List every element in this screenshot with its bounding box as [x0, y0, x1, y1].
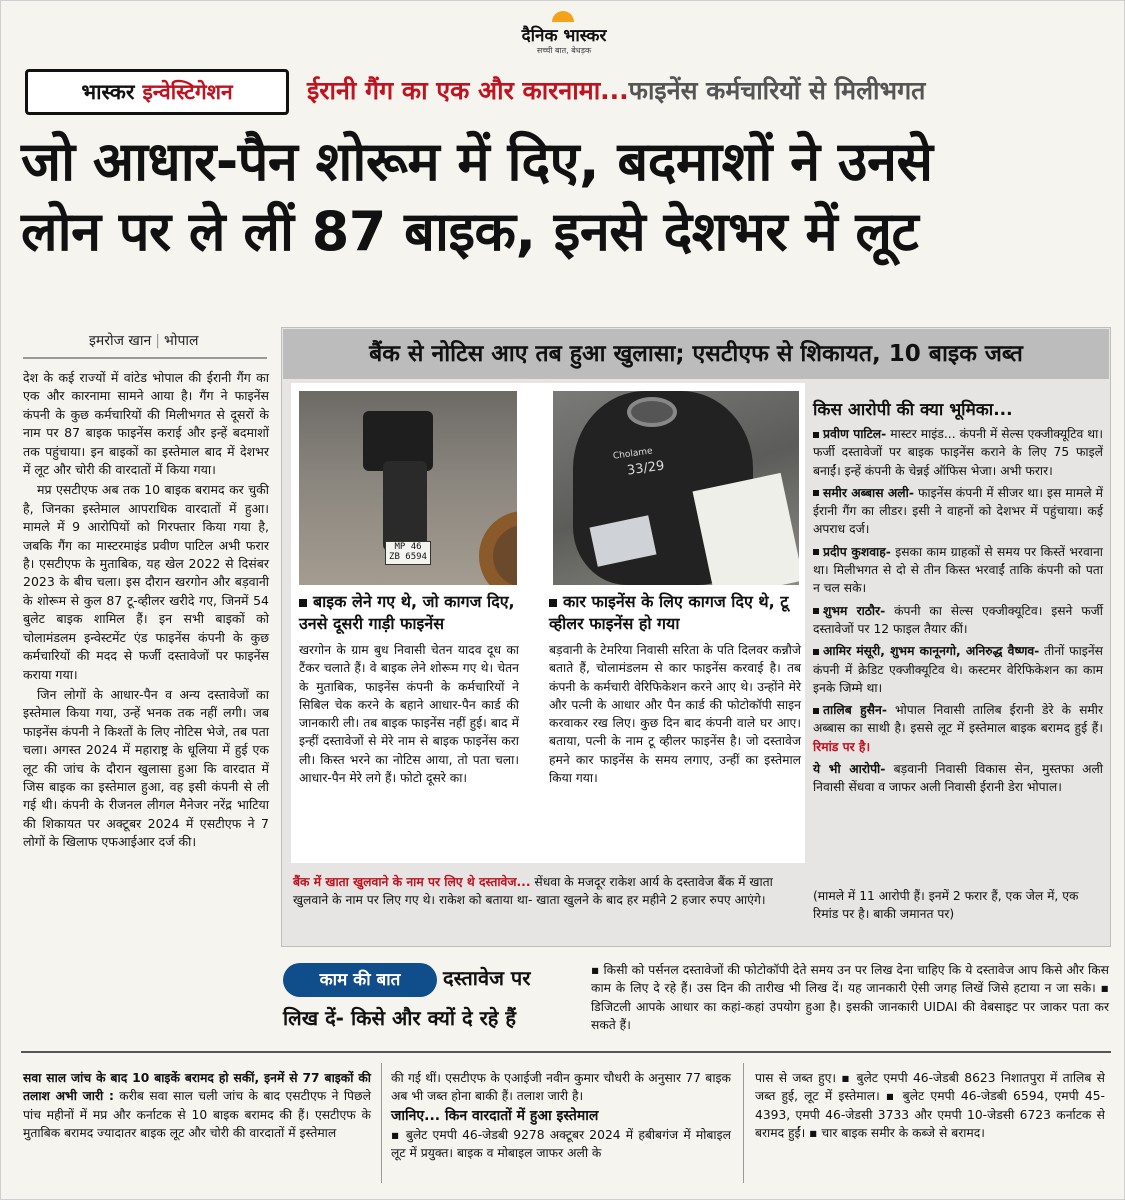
role-item: [813, 602, 1103, 639]
story1-body: खरगोन के ग्राम बुध निवासी चेतन यादव दूध का टैंकर चलाते हैं। वे बाइक लेने शोरूम गए थे। चेतन के मुताबिक, फाइनेंस कंपनी के कर्मचारियों ने सिबिल चेक करने के बहाने आधार-पैन कार्ड की जानकारी ली। तब बाइक फाइनेंस नहीं हुई। बाद में इन्हीं दस्तावेजों से मेरे नाम से बाइक फाइनेंस करा ली। किस्त भरने का नोटिस आया, तो पता चला। आधार-पैन मेरे लगे हैं। फोटो दूसरे का।: [299, 643, 519, 786]
kicker-red: ईरानी गैंग का एक और कारनामा...: [307, 76, 629, 105]
byline-author: इमरोज खान: [89, 333, 152, 349]
kicker-line: [307, 73, 1107, 113]
headline: [21, 127, 1111, 267]
role-item: [813, 760, 1103, 797]
bullet-icon: [813, 490, 819, 496]
byline-place: भोपाल: [164, 333, 199, 349]
role-text: भोपाल निवासी तालिब ईरानी डेरे के समीर अब्बास का साथी है। इससे लूट में इस्तेमाल बाइक बरामद हुई हैं।: [813, 703, 1103, 736]
roles-note: (मामले में 11 आरोपी हैं। इनमें 2 फरार हैं, एक जेल में, एक रिमांड पर है। बाकी जमानत पर): [813, 889, 1079, 922]
kaam-heading-2: लिख दें- किसे और क्यों दे रहे हैं: [283, 1006, 516, 1030]
bottom-column-3: [755, 1069, 1105, 1142]
masthead-logo: [499, 11, 629, 55]
role-item: [813, 425, 1103, 480]
number-plate: [385, 541, 431, 565]
kaam-point-1: किसी को पर्सनल दस्तावेजों की फोटोकॉपी देते समय उन पर लिख देना चाहिए कि ये दस्तावेज आप किसे और किस काम के लिए दे रहे हैं। उस दिन की तारीख भी लिख दें। यह जानकारी ऐसी जगह लिखें जिसे हटाया न जा सके।: [591, 963, 1109, 996]
usage-list-continued: पास से जब्त हुए। ▪ बुलेट एमपी 46-जेडबी 8623 निशातपुरा में तालिब से जब्त हुई, लूट में इस्तेमाल। ▪ बुलेट एमपी 46-जेडबी 6594, एमपी 45-4393, एमपी 46-जेडसी 3733 और एमपी 10-जेडसी 6723 कर्नाटक से बरामद हुईं। ▪ चार बाइक समीर के कब्जे से बरामद।: [755, 1071, 1105, 1140]
bullet-icon: [813, 649, 819, 655]
story1-title: बाइक लेने गए थे, जो कागज दिए, उनसे दूसरी गाड़ी फाइनेंस: [299, 591, 521, 635]
byline: [89, 331, 289, 350]
bottom-column-2: [391, 1069, 731, 1162]
role-name: प्रवीण पाटिल-: [823, 427, 887, 441]
role-item: [813, 543, 1103, 598]
remand-status: रिमांड पर है।: [813, 739, 871, 754]
fuel-cap-shape: [627, 397, 677, 427]
bullet-icon: ▪: [591, 963, 604, 977]
story2-title: कार फाइनेंस के लिए कागज दिए थे, टू व्हीलर फाइनेंस हो गया: [549, 591, 799, 635]
bottom-column-1: [23, 1069, 371, 1142]
left-paragraph-3: जिन लोगों के आधार-पैन व अन्य दस्तावेजों का इस्तेमाल किया गया, उन्हें भनक तक नहीं लगी। जब फाइनेंस कंपनी ने किश्तों के लिए नोटिस भेजे, तब पता चला। अगस्त 2024 में महाराष्ट्र के धूलिया में हुई एक लूट की जांच के दौरान खुलासा हुआ कि वारदात में जिस बाइक का इस्तेमाल हुआ, वह इसी कंपनी से ली गई थी। कंपनी के रीजनल लीगल मैनेजर नरेंद्र भाटिया की शिकायत पर अक्टूबर 2024 में एसटीएफ ने 7 लोगों के खिलाफ एफआईआर दर्ज की।: [23, 686, 269, 850]
kaam-ki-baat-pill: काम की बात: [283, 963, 437, 997]
bike-mudguard-shape: [383, 461, 427, 551]
bullet-icon: [813, 549, 819, 555]
box-heading: बैंक से नोटिस आए तब हुआ खुलासा; एसटीएफ से शिकायत, 10 बाइक जब्त: [369, 341, 1023, 367]
recovery-continued: की गई थीं। एसटीएफ के एआईजी नवीन कुमार चौधरी के अनुसार 77 बाइक अब भी जब्त होना बाकी हैं। तलाश जारी है।: [391, 1071, 731, 1104]
kaam-point-2: डिजिटली आपके आधार का कहां-कहां उपयोग हुआ है। इसकी जानकारी UIDAI की वेबसाइट पर जाकर पता कर सकते हैं।: [591, 999, 1109, 1032]
recovery-title: सवा साल जांच के बाद 10 बाइकें बरामद हो सकीं, इनमें से 77 बाइकों की तलाश अभी जारी :: [23, 1071, 371, 1104]
role-name: समीर अब्बास अली-: [823, 485, 914, 500]
masthead-name: दैनिक भास्कर: [521, 26, 607, 46]
byline-rule: [23, 357, 267, 359]
bank-note-title: बैंक में खाता खुलवाने के नाम पर लिए थे दस्तावेज...: [293, 875, 531, 889]
bullet-icon: ▪: [391, 1127, 406, 1142]
role-item: [813, 484, 1103, 539]
role-item: [813, 642, 1103, 697]
roles-title: किस आरोपी की क्या भूमिका...: [813, 400, 1013, 420]
role-text: फाइनेंस कंपनी में सीजर था। इस मामले में ईरानी गैंग का लीडर। इसी ने वाहनों को देशभर में पहुंचाया। कई अपराध दर्ज।: [813, 485, 1103, 537]
bike-tank-photo: [553, 391, 799, 585]
role-text: तीनों फाइनेंस कंपनी में क्रेडिट एक्जीक्यूटिव थे। कस्टमर वेरिफिकेशन का काम इनके जिम्मे था।: [813, 644, 1103, 695]
badge-part1: भास्कर: [81, 80, 135, 104]
sun-logo-icon: [552, 11, 574, 22]
masthead-tagline: सच्ची बात, बेधड़क: [536, 46, 592, 55]
bullet-icon: ▪: [1100, 981, 1109, 996]
plate-line2: ZB 6594: [389, 552, 427, 562]
bullet-icon: [813, 608, 819, 614]
usage-item-1: बुलेट एमपी 46-जेडबी 9278 अक्टूबर 2024 में हबीबगंज में मोबाइल लूट में प्रयुक्त। बाइक व मोबाइल जाफर अली के: [391, 1127, 731, 1160]
left-paragraph-2: मप्र एसटीएफ अब तक 10 बाइक बरामद कर चुकी है, जिनका इस्तेमाल आपराधिक वारदातों में हुआ। मामले में 9 आरोपियों को गिरफ्तार किया गया है, जबकि गैंग का मास्टरमाइंड प्रवीण पाटिल अभी फरार है। एसटीएफ के मुताबिक, यह खेल 2022 से दिसंबर 2023 के बीच चला। इस दौरान खरगोन और बड़वानी के शोरूम से कुल 87 टू-व्हीलर खरीदे गए, जिनमें 54 बुलेट बाइक शामिल हैं। इन सभी बाइकों को चोलामंडलम इन्वेस्टमेंट एंड फाइनेंस कंपनी के कुछ कर्मचारियों की मदद से फर्जी दस्तावेजों पर फाइनेंस कराया गया।: [23, 482, 269, 682]
tank-drum-shape: [479, 511, 517, 585]
byline-separator: |: [155, 333, 161, 349]
role-name: आमिर मंसूरी, शुभम कानूनगो, अनिरुद्ध वैष्णव-: [823, 644, 1040, 659]
bank-note-body: सेंधवा के मजदूर राकेश आर्य के दस्तावेज बैंक में खाता खुलवाने के नाम पर लिए गए थे। राकेश को बताया था- खाता खुलने के बाद हर महीने 2 हजार रुपए आएंगे।: [293, 875, 773, 908]
usage-title: जानिए... किन वारदातों में हुआ इस्तेमाल: [391, 1107, 599, 1124]
kaam-body: [591, 961, 1109, 1034]
role-item: [813, 701, 1103, 756]
other-accused-text: बड़वानी निवासी विकास सेन, मुस्तफा अली निवासी सेंधवा व जाफर अली निवासी ईरानी डेरा भोपाल।: [813, 762, 1103, 795]
role-name: तालिब हुसैन-: [823, 703, 887, 718]
role-name: प्रदीप कुशवाह-: [823, 544, 891, 559]
plate-line1: MP 46: [394, 542, 422, 552]
headline-line2: लोन पर ले लीं 87 बाइक, इनसे देशभर में लूट: [21, 200, 919, 263]
story2-body: बड़वानी के टेमरिया निवासी सरिता के पति दिलवर कन्नौजे बताते हैं, चोलामंडलम से कार फाइनेंस करवाई है। तब कंपनी के कर्मचारी वेरिफिकेशन करने आए थे। उन्होंने मेरे और पत्नी के आधार और पैन कार्ड की फोटोकॉपी साइन करवाकर रख लिए। कुछ दिन बाद कंपनी वाले घर आए। बताया, पत्नी के नाम टू व्हीलर फाइनेंस है। जो दस्तावेज हमने कार फाइनेंस के समय लगाए, उन्हीं का इस्तेमाल किया गया।: [549, 643, 801, 786]
bullet-icon: [813, 432, 819, 438]
role-text: इसका काम ग्राहकों से समय पर किस्तें भरवाना था। मिलीभगत से दो से तीन किस्त भरवाईं ताकि कंपनी को पता न चल सके।: [813, 544, 1103, 596]
kicker-grey: फाइनेंस कर्मचारियों से मिलीभगत: [628, 76, 926, 105]
badge-part2: इन्वेस्टिगेशन: [142, 80, 233, 104]
tank-note-1: Cholame: [612, 446, 654, 462]
role-name: शुभम राठौर-: [823, 603, 886, 618]
left-paragraph-1: देश के कई राज्यों में वांटेड भोपाल की ईरानी गैंग का एक और कारनामा सामने आया है। गैंग ने फाइनेंस कंपनी के कुछ कर्मचारियों की मिलीभगत से दूसरों के नाम पर 87 बाइक फाइनेंस कराई और इन्हें बदमाशों तक पहुंचाया। इन बाइकों का इस्तेमाल बाद में देशभर में लूट और चोरी की वारदातों में किया गया।: [23, 370, 269, 478]
left-column-article: [23, 369, 269, 854]
recovery-body: करीब सवा साल चली जांच के बाद एसटीएफ ने पिछले पांच महीनों में मप्र और कर्नाटक से 10 बाइक बरामद की हैं। एसटीएफ के मुताबिक बरामद ज्यादातर बाइक लूट और चोरी की वारदातों में इस्तेमाल: [23, 1089, 371, 1140]
role-text: कंपनी का सेल्स एक्जीक्यूटिव। इसने फर्जी दस्तावेजों पर 12 फाइल तैयार कीं।: [813, 603, 1103, 636]
column-divider: [381, 1063, 382, 1183]
usage-list-start: [391, 1126, 731, 1163]
attached-paper-shape: [693, 473, 799, 585]
tank-note-2: 33/29: [626, 458, 666, 479]
roles-list: [813, 425, 1103, 801]
bike-photo: [299, 391, 517, 585]
investigation-badge: [25, 69, 289, 115]
headline-line1: जो आधार-पैन शोरूम में दिए, बदमाशों ने उनसे: [21, 130, 933, 193]
column-divider: [743, 1063, 744, 1183]
bank-note: [293, 873, 805, 910]
bottom-rule: [21, 1051, 1111, 1053]
role-text: मास्टर माइंड... कंपनी में सेल्स एक्जीक्यूटिव था। फर्जी दस्तावेजों पर बाइक फाइनेंस कराने के लिए 75 फाइलें बनाईं। इन्हें कंपनी के चेन्नई ऑफिस भेजा। अभी फरार।: [813, 427, 1103, 478]
other-accused-label: ये भी आरोपी-: [813, 762, 886, 777]
kaam-heading-1: दस्तावेज पर: [443, 966, 531, 990]
bullet-icon: [813, 708, 819, 714]
